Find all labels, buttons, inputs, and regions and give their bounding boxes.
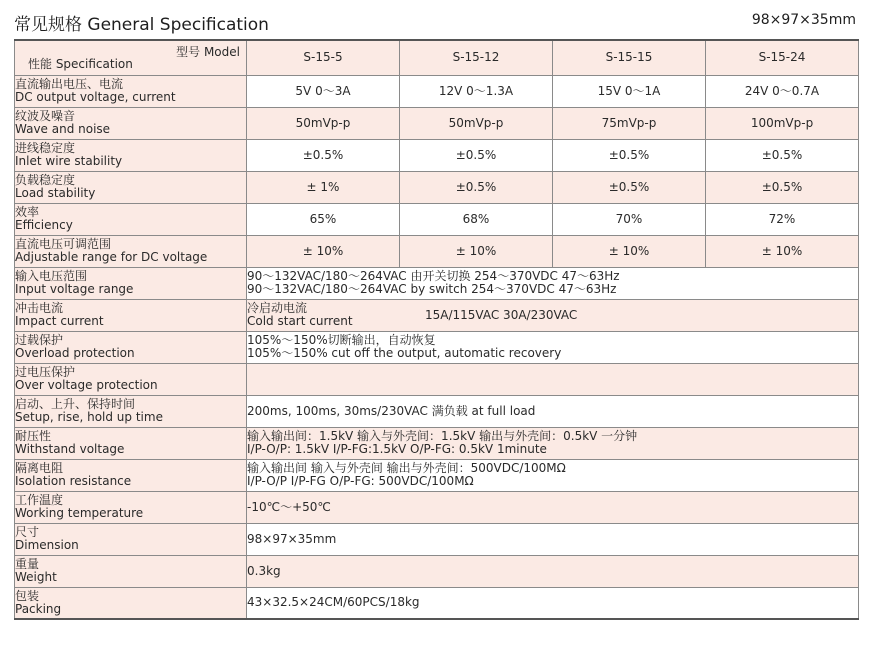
row-label — [15, 395, 247, 427]
model-header: S-15-24 — [706, 40, 859, 75]
row-label-cn: 输入电压范围 — [15, 269, 88, 283]
value-cell: ±0.5% — [706, 139, 859, 171]
row-label-cn: 隔离电阻 — [15, 461, 64, 475]
row-label-cn: 直流电压可调范围 — [15, 237, 112, 251]
table-row — [15, 395, 859, 427]
row-label-en: Withstand voltage — [15, 442, 125, 456]
table-row — [15, 427, 859, 459]
value-line: I/P-O/P I/P-FG O/P-FG: 500VDC/100MΩ — [247, 474, 474, 488]
row-label — [15, 75, 247, 107]
table-row — [15, 203, 859, 235]
row-label-cn: 包装 — [15, 588, 40, 603]
row-label-cn: 工作温度 — [15, 493, 64, 507]
value-line: 冷启动电流 — [247, 301, 308, 315]
value-line: 输入输出间 输入与外壳间 输出与外壳间：500VDC/100MΩ — [247, 461, 566, 475]
value-line: I/P-O/P: 1.5kV I/P-FG:1.5kV O/P-FG: 0.5kV 1minute — [247, 442, 547, 456]
row-label-en: Adjustable range for DC voltage — [15, 250, 208, 264]
row-label — [15, 203, 247, 235]
value-cell: 72% — [706, 203, 859, 235]
value-cell: 65% — [247, 203, 400, 235]
value-cell: ± 1% — [247, 171, 400, 203]
row-label-en: Packing — [15, 601, 62, 616]
row-label-cn: 直流输出电压、电流 — [15, 77, 124, 91]
row-label-en: Working temperature — [15, 506, 144, 520]
page-title: 常见规格 General Specification — [14, 15, 269, 35]
value-cell: 75mVp-p — [553, 107, 706, 139]
spec-label: 性能 Specification — [28, 56, 133, 71]
row-label-cn: 重量 — [15, 557, 40, 571]
table-row — [15, 555, 859, 587]
header-row — [15, 40, 859, 75]
row-label — [15, 523, 247, 555]
value-line: 105%～150%切断输出，自动恢复 — [247, 333, 436, 347]
row-label — [15, 299, 247, 331]
dimensions-label: 98×97×35mm — [751, 12, 856, 28]
span-value-cell — [247, 363, 859, 395]
row-label-en: Inlet wire stability — [15, 154, 123, 168]
table-row — [15, 523, 859, 555]
table-row — [15, 107, 859, 139]
table-row — [15, 75, 859, 107]
impact-current-values: 15A/115VAC 30A/230VAC — [425, 307, 578, 322]
span-value-cell — [247, 331, 859, 363]
value-cell: 15V 0～1A — [553, 75, 706, 107]
row-label-cn: 过载保护 — [15, 333, 64, 347]
value-cell: ±0.5% — [553, 139, 706, 171]
value-line: 43×32.5×24CM/60PCS/18kg — [247, 595, 420, 610]
value-line: 105%～150% cut off the output, automatic recovery — [247, 346, 562, 360]
value-cell: 68% — [400, 203, 553, 235]
table-row — [15, 363, 859, 395]
row-label-en: Overload protection — [15, 346, 135, 360]
table-row — [15, 171, 859, 203]
row-label-en: Setup, rise, hold up time — [15, 410, 163, 424]
value-line: 0.3kg — [247, 563, 281, 578]
value-cell: 50mVp-p — [247, 107, 400, 139]
row-label-cn: 耐压性 — [15, 429, 52, 443]
value-cell: 24V 0～0.7A — [706, 75, 859, 107]
value-cell: ±0.5% — [400, 171, 553, 203]
span-value-cell — [247, 523, 859, 555]
row-label-en: Over voltage protection — [15, 378, 158, 392]
value-cell: ± 10% — [400, 235, 553, 267]
row-label — [15, 107, 247, 139]
row-label-en: DC output voltage, current — [15, 90, 176, 104]
value-line: 输入输出间：1.5kV 输入与外壳间：1.5kV 输出与外壳间：0.5kV 一分钟 — [247, 429, 638, 443]
span-value-cell — [247, 459, 859, 491]
table-row — [15, 331, 859, 363]
row-label — [15, 171, 247, 203]
row-label — [15, 267, 247, 299]
value-cell: ±0.5% — [247, 139, 400, 171]
value-cell: 70% — [553, 203, 706, 235]
span-value-cell — [247, 587, 859, 619]
model-label: 型号 Model — [176, 45, 240, 59]
row-label-cn: 尺寸 — [15, 525, 40, 539]
row-label-en: Load stability — [15, 186, 96, 200]
table-row — [15, 491, 859, 523]
value-line: 98×97×35mm — [247, 531, 337, 546]
span-value-cell — [247, 491, 859, 523]
model-header: S-15-5 — [247, 40, 400, 75]
row-label — [15, 235, 247, 267]
row-label-en: Weight — [15, 570, 57, 584]
span-value-cell — [247, 267, 859, 299]
value-cell: 12V 0～1.3A — [400, 75, 553, 107]
row-label — [15, 427, 247, 459]
value-cell: 5V 0～3A — [247, 75, 400, 107]
row-label-cn: 冲击电流 — [15, 301, 64, 315]
span-value-cell — [247, 395, 859, 427]
table-row — [15, 235, 859, 267]
row-label-en: Input voltage range — [15, 282, 134, 296]
value-cell: ± 10% — [247, 235, 400, 267]
row-label-en: Impact current — [15, 314, 104, 328]
value-cell: ± 10% — [553, 235, 706, 267]
row-label — [15, 491, 247, 523]
row-label-en: Efficiency — [15, 218, 73, 232]
row-label-en: Wave and noise — [15, 122, 111, 136]
title-bar — [14, 8, 860, 34]
model-header: S-15-12 — [400, 40, 553, 75]
value-cell: ±0.5% — [706, 171, 859, 203]
value-cell: ±0.5% — [400, 139, 553, 171]
row-label — [15, 363, 247, 395]
table-row — [15, 267, 859, 299]
value-line: 90～132VAC/180～264VAC by switch 254～370VDC 47～63Hz — [247, 282, 617, 296]
value-cell: ±0.5% — [553, 171, 706, 203]
table-row — [15, 587, 859, 619]
span-value-cell — [247, 427, 859, 459]
row-label — [15, 587, 247, 619]
model-header: S-15-15 — [553, 40, 706, 75]
span-value-cell — [247, 555, 859, 587]
row-label-en: Dimension — [15, 538, 79, 552]
spec-table — [14, 39, 859, 620]
row-label — [15, 139, 247, 171]
value-line: -10℃～+50℃ — [247, 499, 331, 514]
row-label-cn: 过电压保护 — [15, 365, 76, 379]
value-cell: ± 10% — [706, 235, 859, 267]
value-cell: 100mVp-p — [706, 107, 859, 139]
row-label — [15, 331, 247, 363]
corner-cell — [15, 40, 247, 75]
table-row — [15, 139, 859, 171]
row-label-cn: 启动、上升、保持时间 — [15, 397, 136, 411]
value-line: 90～132VAC/180～264VAC 由开关切换 254～370VDC 47～63Hz — [247, 269, 620, 283]
row-label-cn: 负载稳定度 — [15, 173, 76, 187]
value-line: 200ms, 100ms, 30ms/230VAC 满负载 at full load — [247, 403, 536, 418]
table-row — [15, 459, 859, 491]
row-label-cn: 纹波及噪音 — [15, 109, 76, 123]
value-line: Cold start current — [247, 314, 353, 328]
row-label — [15, 555, 247, 587]
row-label-en: Isolation resistance — [15, 474, 132, 488]
table-row — [15, 299, 859, 331]
row-label — [15, 459, 247, 491]
row-label-cn: 进线稳定度 — [15, 141, 76, 155]
value-cell: 50mVp-p — [400, 107, 553, 139]
span-value-cell — [247, 299, 859, 331]
row-label-cn: 效率 — [15, 205, 40, 219]
